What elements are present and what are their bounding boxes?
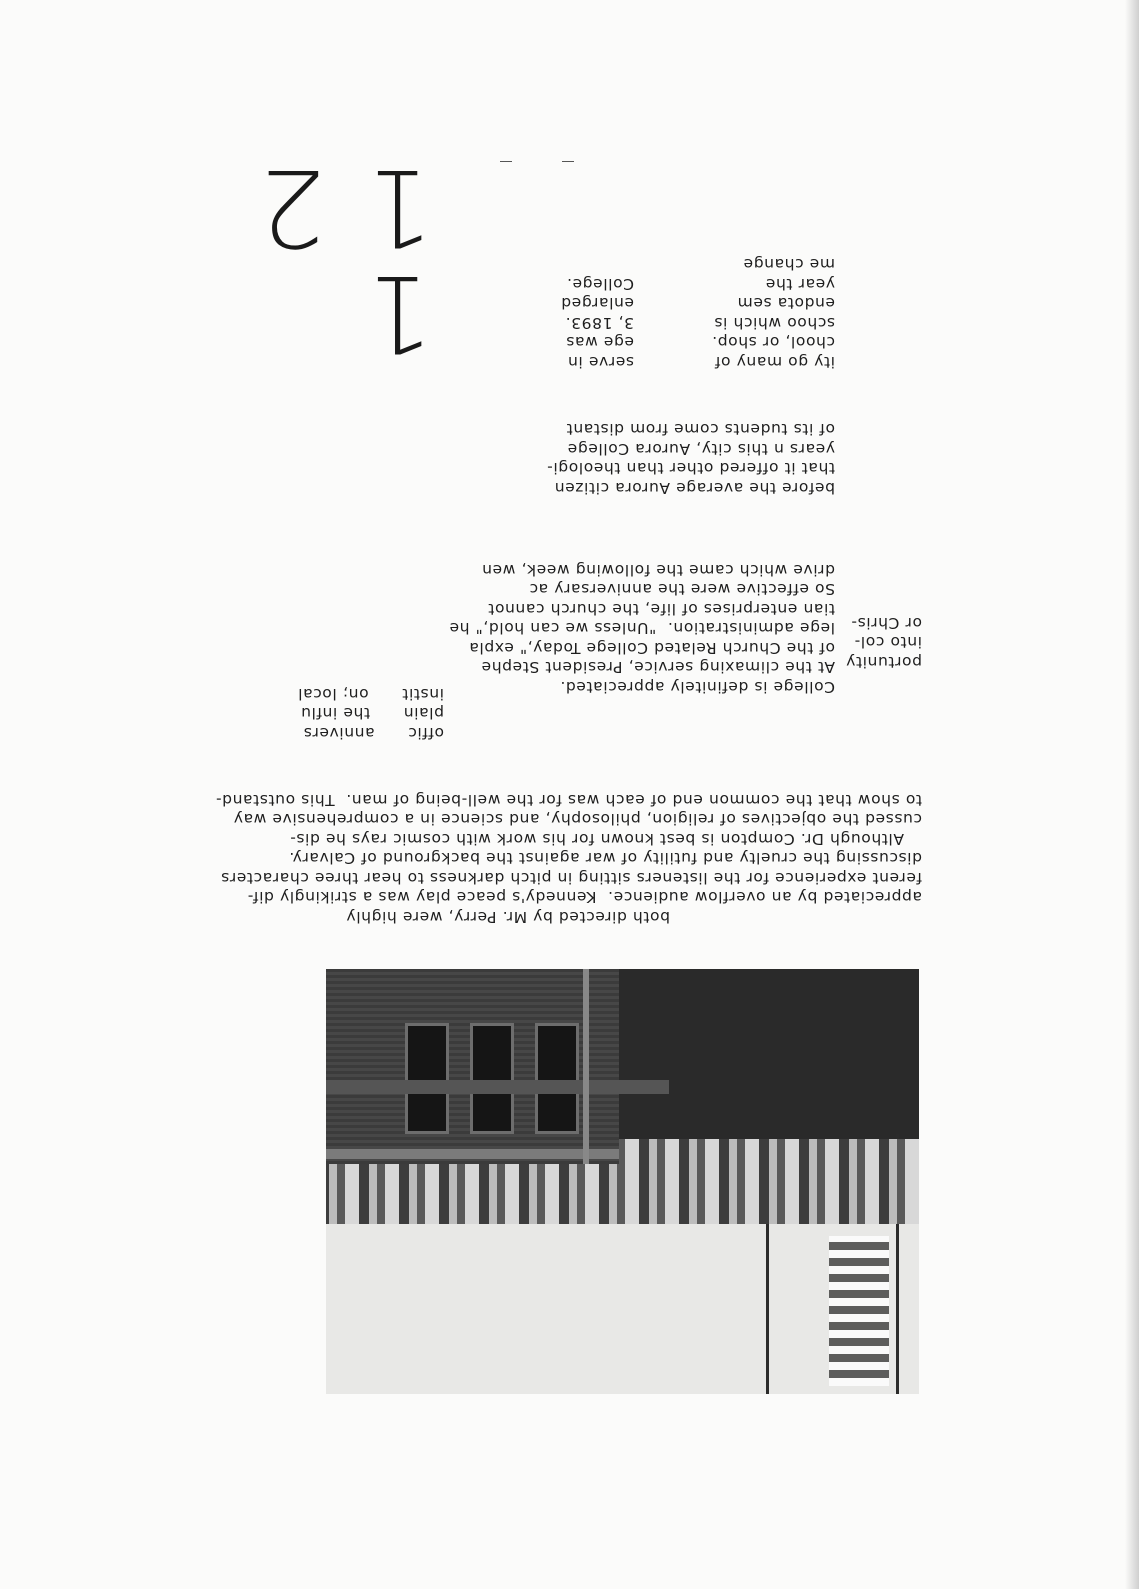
- text-line: me change: [742, 255, 835, 274]
- text-line: ity go many of: [714, 353, 835, 371]
- text-line: 3, 1893.: [565, 314, 634, 332]
- text-line: ege was: [565, 333, 634, 352]
- text-line: portunity: [845, 653, 922, 671]
- text-line: enlarged: [560, 294, 634, 313]
- text-line: drive which came the following week, wen: [481, 561, 835, 579]
- text-line: cussed the objectives of religion, philosophy, and science in a comprehensive way: [233, 810, 922, 829]
- text-line: tian enterprises of life, the church cannot: [487, 600, 835, 618]
- text-line: or Chris-: [850, 614, 922, 632]
- text-line: that it offered other than theologi-: [546, 459, 835, 478]
- text-line: years n this city, Aurora College: [567, 440, 835, 458]
- text-line: lege administration. "Unless we can hold," he: [448, 619, 835, 638]
- text-line: ferent experience for the listeners sitting in pitch darkness to hear three characters: [220, 869, 922, 887]
- text-line: appreciated by an overflow audience. Kennedy's peace play was a strikingly dif-: [247, 888, 922, 907]
- text-line: At the climaxing service, President Stephe: [481, 658, 835, 677]
- text-line: discussing the cruelty and futility of war against the background of Calvary.: [288, 849, 922, 868]
- building-image: [326, 969, 619, 1164]
- text-line: instit on; local: [297, 685, 444, 703]
- text-fragment-f: [244, 684, 444, 743]
- text-line: both directed by Mr. Perry, were highly: [345, 908, 670, 926]
- text-line: schoo which is: [713, 314, 835, 332]
- text-line: Although Dr. Compton is best known for his work with cosmic rays he dis-: [289, 830, 904, 848]
- paragraph-c: [415, 419, 835, 497]
- text-fragment-b: [434, 274, 634, 372]
- text-line: to show that the common end of each was for the well-being of man. This outstand-: [215, 791, 922, 809]
- outdoor-gathering-photo: [326, 969, 919, 1394]
- text-line: of its tudents come from distant: [566, 420, 835, 439]
- text-line: College is definitely appreciated.: [559, 678, 835, 696]
- text-line: plain the influ: [300, 704, 444, 723]
- text-fragment-e: [742, 613, 922, 672]
- text-line: serve in: [567, 353, 634, 371]
- text-line: into col-: [854, 633, 922, 652]
- page-number: 1 12: [218, 146, 433, 375]
- text-line: endota sem: [737, 294, 835, 313]
- text-line: of the Church Related College Today," expla: [468, 639, 835, 657]
- paragraph-g: [212, 790, 922, 927]
- text-line: offic annivers: [303, 724, 444, 742]
- text-line: chool, or shop.: [711, 333, 835, 352]
- page-edge-shadow: [1125, 0, 1139, 1589]
- text-line: before the average Aurora citizen: [554, 479, 835, 497]
- text-line: College.: [566, 275, 634, 293]
- text-line: year the: [765, 275, 835, 293]
- text-fragment-a: [675, 254, 835, 371]
- flag-image: [829, 1236, 889, 1386]
- text-line: So effective were the anniversary ac: [528, 580, 835, 599]
- crop-marks: [494, 152, 574, 162]
